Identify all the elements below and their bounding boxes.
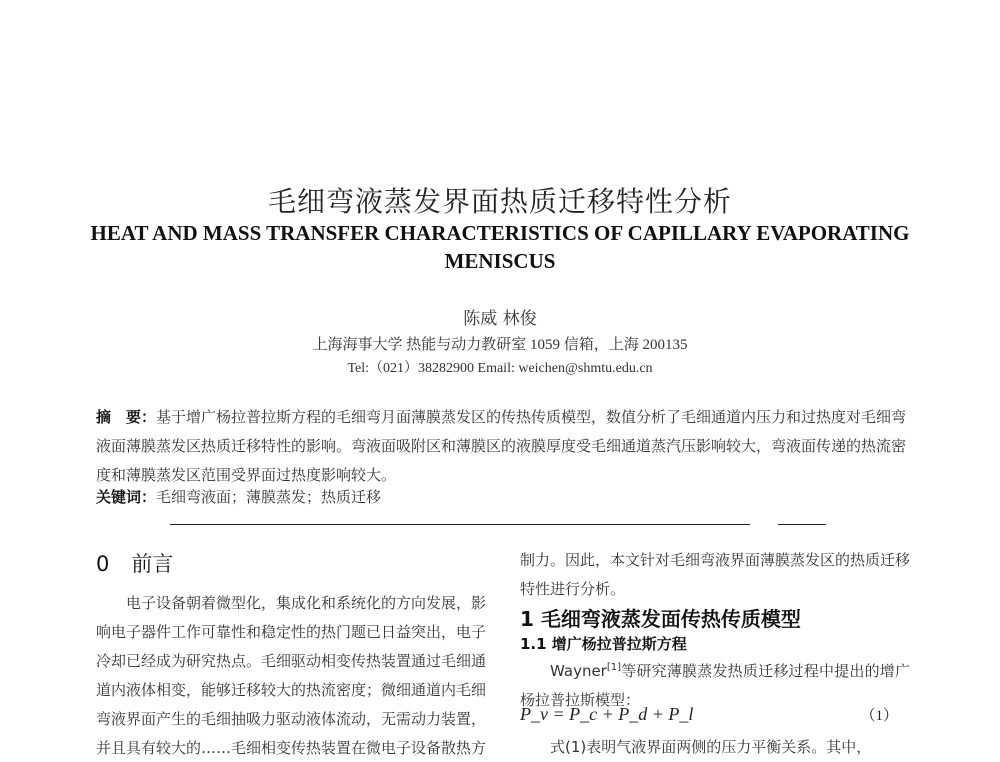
- equation-number: （1）: [860, 708, 898, 724]
- section-1-heading: 1 毛细弯液蒸发面传热传质模型: [520, 607, 801, 631]
- abstract: [96, 403, 908, 490]
- section-0-number: 0: [96, 552, 110, 576]
- citation-ref: [1]: [606, 662, 622, 673]
- section-0-title: 前言: [131, 552, 174, 576]
- equation-1: [520, 704, 910, 725]
- abstract-label: 摘 要：: [96, 408, 157, 426]
- equation-body: P_v = P_c + P_d + P_l: [520, 704, 694, 724]
- keywords-label: 关键词：: [96, 488, 157, 506]
- equation-explanation: 式(1)表明气液界面两侧的压力平衡关系。其中，: [550, 738, 872, 756]
- right-column-continuation: 制力。因此，本文针对毛细弯液界面薄膜蒸发区的热质迁移特性进行分析。: [520, 551, 911, 598]
- divider-rule-short: [778, 524, 826, 525]
- subsection-1-1-heading: 1.1 增广杨拉普拉斯方程: [520, 635, 687, 653]
- authors: 陈威 林俊: [463, 309, 537, 329]
- paper-title-chinese: 毛细弯液蒸发界面热质迁移特性分析: [267, 185, 732, 218]
- wayner-author: Wayner: [550, 662, 607, 680]
- divider-rule: [170, 524, 750, 525]
- affiliation: 上海海事大学 热能与动力教研室 1059 信箱，上海 200135: [312, 337, 688, 353]
- section-0-paragraph: 电子设备朝着微型化，集成化和系统化的方向发展，影响电子器件工作可靠性和稳定性的热门题已日益突出，电子冷却已经成为研究热点。毛细驱动相变传热装置通过毛细通道内液体相变，能够迁移较大的热流密度；微细通道内毛细弯液界面产生的毛细抽吸力驱动液体流动，无需动力装置，并且具有较大的……毛细相变传热装置在微电子设备散热方: [96, 594, 486, 757]
- paper-title-english: HEAT AND MASS TRANSFER CHARACTERISTICS OF CAPILLARY EVAPORATING MENISCUS: [90, 221, 910, 273]
- keywords: [96, 486, 908, 507]
- keywords-text: 毛细弯液面；薄膜蒸发；热质迁移: [156, 488, 382, 506]
- abstract-text: 基于增广杨拉普拉斯方程的毛细弯月面薄膜蒸发区的传热传质模型，数值分析了毛细通道内压力和过热度对毛细弯液面薄膜蒸发区热质迁移特性的影响。弯液面吸附区和薄膜区的液膜厚度受毛细通道蒸汽压影响较大，弯液面传递的热流密度和薄膜蒸发区范围受界面过热度影响较大。: [96, 408, 907, 484]
- section-0-heading: [96, 548, 173, 578]
- contact-info: Tel:（021）38282900 Email: weichen@shmtu.edu.cn: [347, 361, 653, 376]
- wayner-text: 等研究薄膜蒸发热质迁移过程中提出的增广杨拉普拉斯模型：: [520, 662, 910, 709]
